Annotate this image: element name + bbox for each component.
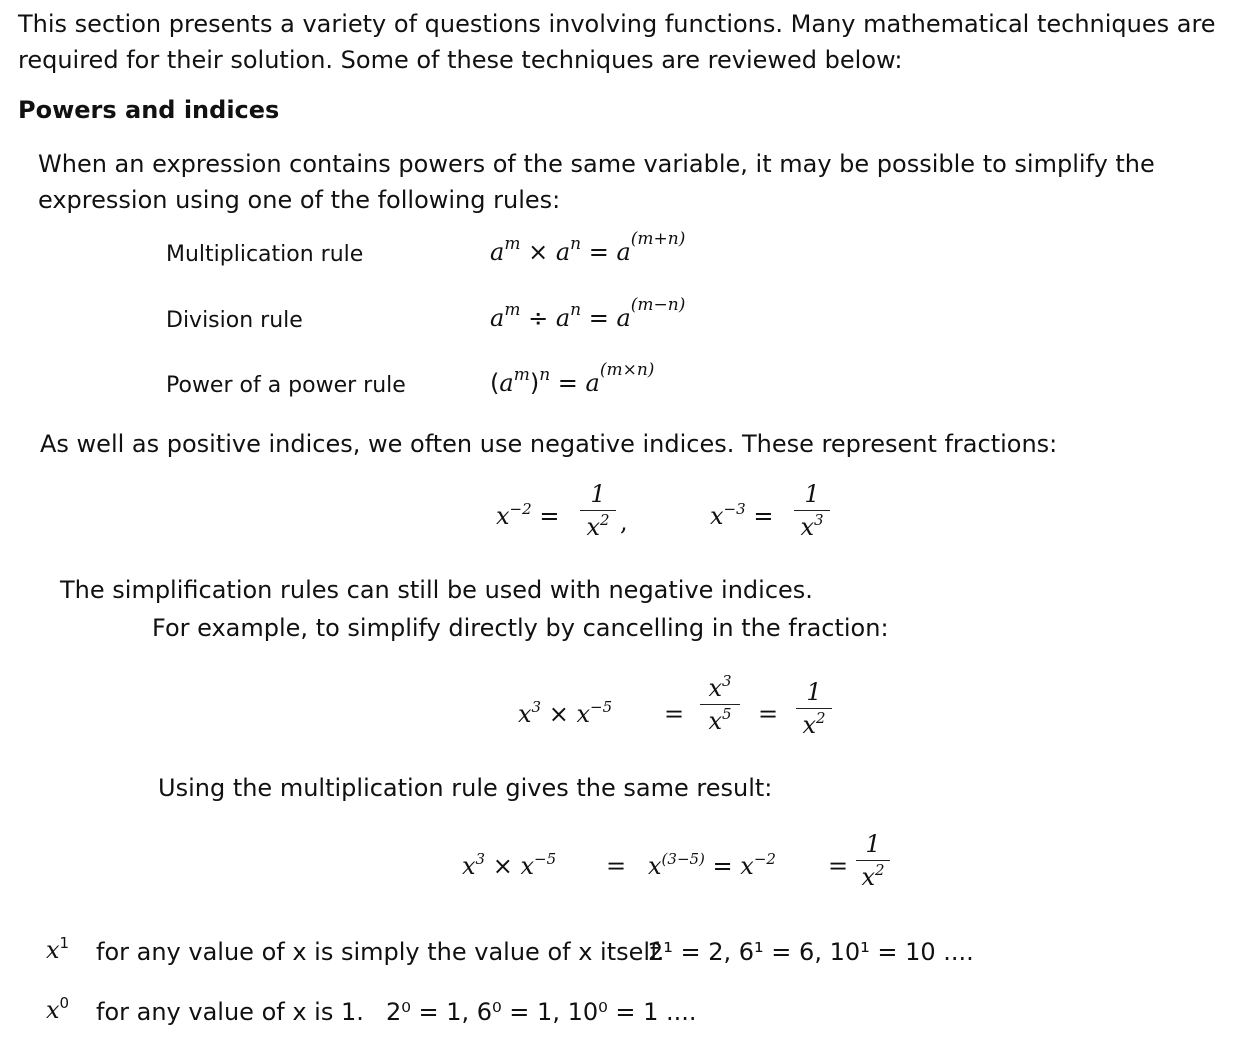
rule-formula-division: $a^m \div a^n = a^{(m-n)}$ [490, 295, 686, 332]
fraction-x3-over-x5: $x^3$ $x^5$ [700, 674, 740, 735]
equals-3: = [606, 852, 627, 880]
expr-x-neg2: $x^{-2}$ = [496, 500, 560, 530]
x0-examples: 2⁰ = 1, 6⁰ = 1, 10⁰ = 1 .... [386, 998, 697, 1026]
section-heading: Powers and indices [18, 96, 280, 124]
rule-formula-power: $(a^m)^n = a^{(m\times n)}$ [490, 360, 655, 397]
expr-mult-lhs: $x^3 \times x^{-5}$ [462, 850, 557, 880]
fraction-one-over-x2-b: 1 $x^2$ [796, 678, 832, 739]
x1-examples: 2¹ = 2, 6¹ = 6, 10¹ = 10 .... [648, 938, 974, 966]
fraction-one-over-x2: 1 $x^2$ [580, 480, 616, 541]
negative-example: For example, to simplify directly by cancelling in the fraction: [152, 614, 889, 642]
rule-label-multiplication: Multiplication rule [166, 242, 364, 267]
rule-label-division: Division rule [166, 308, 303, 333]
fraction-one-over-x3: 1 $x^3$ [794, 480, 830, 541]
rule-label-power: Power of a power rule [166, 373, 406, 398]
expr-cancel-lhs: $x^3 \times x^{-5}$ [518, 698, 613, 728]
x0-text: for any value of x is 1. [96, 998, 364, 1026]
equals-1: = [664, 700, 685, 728]
x1-text: for any value of x is simply the value of x itself. [96, 938, 665, 966]
negative-still: The simplification rules can still be used with negative indices. [60, 576, 813, 604]
section-para-line-1: When an expression contains powers of the same variable, it may be possible to simplify the [38, 150, 1155, 178]
x0-symbol: $x^0$ [46, 994, 70, 1024]
comma: , [620, 508, 628, 536]
fraction-one-over-x2-c: 1 $x^2$ [856, 830, 890, 891]
equals-4: = [828, 852, 849, 880]
equals-2: = [758, 700, 779, 728]
intro-line-1: This section presents a variety of questions involving functions. Many mathematical techniques are [18, 10, 1216, 38]
rule-formula-multiplication: $a^m \times a^n = a^{(m+n)}$ [490, 229, 686, 266]
negative-intro: As well as positive indices, we often use negative indices. These represent fractions: [40, 430, 1058, 458]
expr-x-3-minus-5: $x^{(3-5)} = x^{-2}$ [648, 850, 776, 880]
expr-x-neg3: $x^{-3}$ = [710, 500, 774, 530]
negative-mult: Using the multiplication rule gives the same result: [158, 774, 773, 802]
intro-line-2: required for their solution. Some of these techniques are reviewed below: [18, 46, 903, 74]
section-para-line-2: expression using one of the following rules: [38, 186, 561, 214]
x1-symbol: $x^1$ [46, 934, 70, 964]
